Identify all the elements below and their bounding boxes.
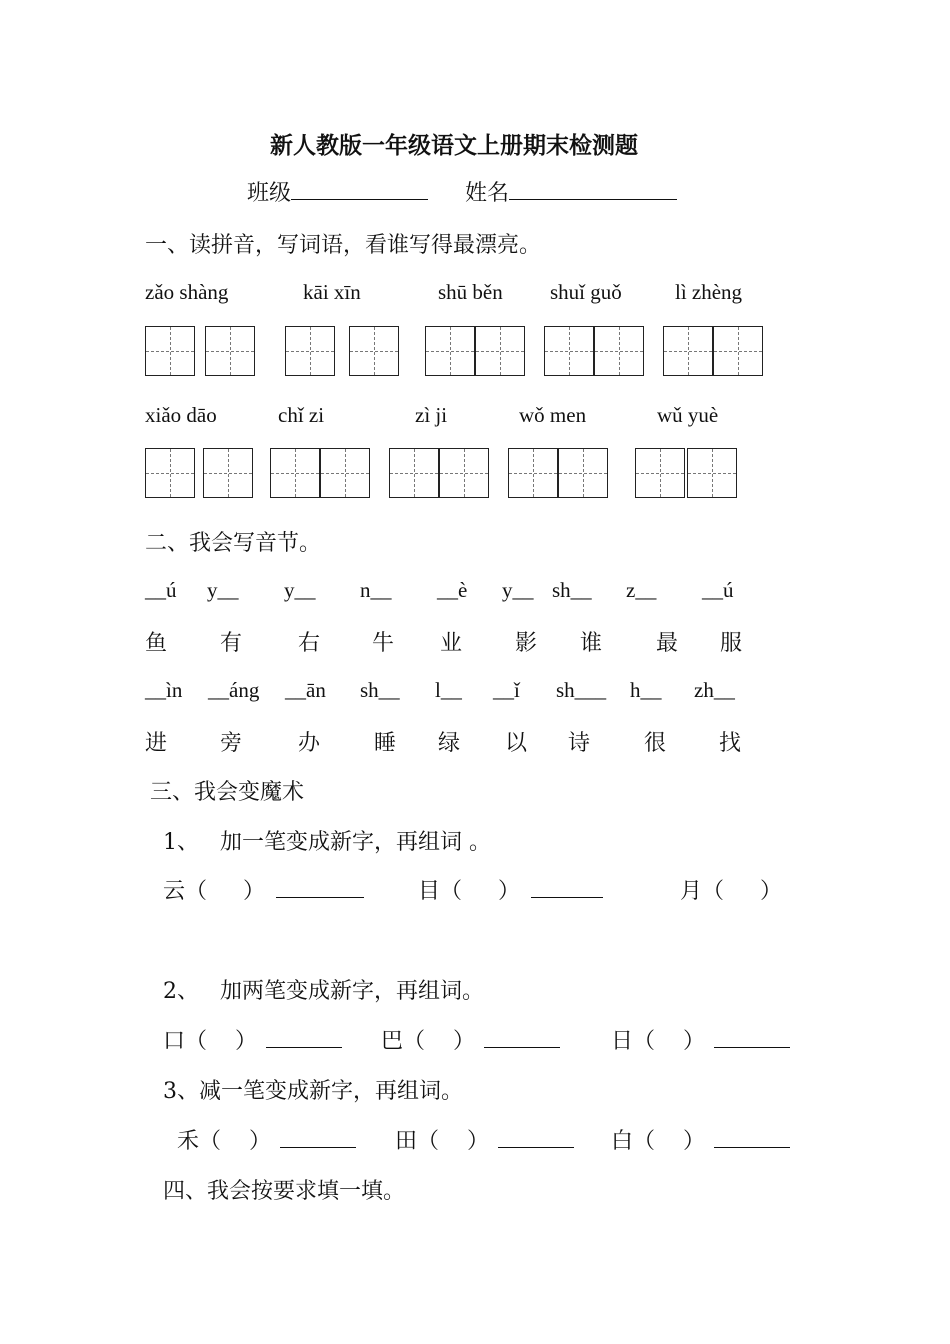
hanzi: 找 <box>719 731 742 756</box>
hanzi: 旁 <box>220 731 243 756</box>
paren-close: ） <box>243 879 266 904</box>
syllable-blank[interactable]: __ǐ <box>493 678 520 702</box>
q1-item <box>418 874 603 905</box>
writing-grid-box[interactable] <box>439 448 489 498</box>
writing-grid-box[interactable] <box>389 448 439 498</box>
paren-close: ） <box>235 1029 258 1054</box>
syllable-blank[interactable]: y__ <box>284 578 316 602</box>
pinyin-word: zǎo shàng <box>145 280 229 304</box>
paren-open: （ <box>199 1129 222 1154</box>
base-char: 日 <box>611 1029 634 1054</box>
pinyin-word: chǐ zi <box>278 403 325 427</box>
syllable-blank[interactable]: __ìn <box>145 678 183 702</box>
word-blank[interactable] <box>714 1127 790 1148</box>
base-char: 云 <box>163 879 186 904</box>
pinyin-word: shū běn <box>438 280 503 304</box>
hanzi: 绿 <box>438 731 461 756</box>
syllable-blank[interactable]: sh__ <box>360 678 400 702</box>
syllable-blank[interactable]: sh___ <box>556 678 607 702</box>
hanzi: 业 <box>440 631 463 656</box>
q2-item <box>381 1024 560 1055</box>
writing-grid-box[interactable] <box>270 448 320 498</box>
base-char: 巴 <box>381 1029 404 1054</box>
paren-open: （ <box>440 879 463 904</box>
paren-close: ） <box>453 1029 476 1054</box>
writing-grid-box[interactable] <box>558 448 608 498</box>
syllable-blank[interactable]: l__ <box>435 678 462 702</box>
paren-close: ） <box>467 1129 490 1154</box>
hanzi: 睡 <box>374 731 397 756</box>
word-blank[interactable] <box>276 877 364 898</box>
pinyin-word: xiǎo dāo <box>145 403 217 427</box>
paren-close: ） <box>249 1129 272 1154</box>
pinyin-word: wǒ men <box>519 403 587 427</box>
name-label: 姓名 <box>465 181 510 206</box>
name-field <box>465 176 677 207</box>
q1-label: 1、 <box>163 830 199 855</box>
syllable-blank[interactable]: y__ <box>502 578 534 602</box>
writing-grid-box[interactable] <box>594 326 644 376</box>
writing-grid-box[interactable] <box>475 326 525 376</box>
writing-grid-box[interactable] <box>205 326 255 376</box>
syllable-blank[interactable]: __ú <box>702 578 734 602</box>
base-char: 田 <box>395 1129 418 1154</box>
hanzi: 鱼 <box>145 631 168 656</box>
section2-heading: 二、我会写音节。 <box>145 531 322 556</box>
q3-instruction: 3、减一笔变成新字，再组词。 <box>163 1079 463 1104</box>
syllable-blank[interactable]: y__ <box>207 578 239 602</box>
writing-grid-box[interactable] <box>349 326 399 376</box>
hanzi: 办 <box>298 731 321 756</box>
paren-open: （ <box>185 1029 208 1054</box>
q2-instruction: 加两笔变成新字，再组词。 <box>220 979 485 1004</box>
q3-item <box>395 1124 574 1155</box>
pinyin-word: zì ji <box>415 403 448 427</box>
syllable-blank[interactable]: __ú <box>145 578 177 602</box>
writing-grid-box[interactable] <box>320 448 370 498</box>
base-char: 口 <box>163 1029 186 1054</box>
q2-label: 2、 <box>163 979 199 1004</box>
q3-item <box>177 1124 356 1155</box>
paren-close: ） <box>683 1129 706 1154</box>
q3-item <box>611 1124 790 1155</box>
writing-grid-box[interactable] <box>145 448 195 498</box>
writing-grid-box[interactable] <box>687 448 737 498</box>
hanzi: 以 <box>505 731 528 756</box>
word-blank[interactable] <box>484 1027 560 1048</box>
q1-item <box>680 874 782 905</box>
syllable-blank[interactable]: h__ <box>630 678 662 702</box>
paren-open: （ <box>403 1029 426 1054</box>
word-blank[interactable] <box>531 877 603 898</box>
syllable-blank[interactable]: __ān <box>285 678 326 702</box>
writing-grid-box[interactable] <box>713 326 763 376</box>
hanzi: 很 <box>644 731 667 756</box>
pinyin-word: wǔ yuè <box>657 403 719 427</box>
word-blank[interactable] <box>498 1127 574 1148</box>
section1-heading: 一、读拼音，写词语，看谁写得最漂亮。 <box>145 233 542 258</box>
writing-grid-box[interactable] <box>635 448 685 498</box>
hanzi: 影 <box>515 631 538 656</box>
hanzi: 右 <box>298 631 321 656</box>
page-title: 新人教版一年级语文上册期末检测题 <box>270 132 638 159</box>
paren-open: （ <box>417 1129 440 1154</box>
writing-grid-box[interactable] <box>203 448 253 498</box>
hanzi: 谁 <box>580 631 603 656</box>
base-char: 禾 <box>177 1129 200 1154</box>
class-field <box>247 176 428 207</box>
hanzi: 诗 <box>568 731 591 756</box>
class-blank[interactable] <box>291 179 428 200</box>
class-label: 班级 <box>247 181 292 206</box>
paren-close: ） <box>498 879 521 904</box>
writing-grid-box[interactable] <box>285 326 335 376</box>
q2-item <box>163 1024 342 1055</box>
pinyin-word: shuǐ guǒ <box>550 280 622 304</box>
writing-grid-box[interactable] <box>663 326 713 376</box>
syllable-blank[interactable]: __è <box>437 578 468 602</box>
syllable-blank[interactable]: z__ <box>626 578 657 602</box>
base-char: 月 <box>680 879 703 904</box>
base-char: 白 <box>611 1129 634 1154</box>
pinyin-word: lì zhèng <box>675 280 743 304</box>
writing-grid-box[interactable] <box>425 326 475 376</box>
hanzi: 有 <box>220 631 243 656</box>
q1-item <box>163 874 364 905</box>
q2-item <box>611 1024 790 1055</box>
q1-instruction: 加一笔变成新字，再组词 。 <box>220 830 491 855</box>
paren-open: （ <box>702 879 725 904</box>
hanzi: 最 <box>656 631 679 656</box>
paren-open: （ <box>185 879 208 904</box>
syllable-blank[interactable]: n__ <box>360 578 392 602</box>
writing-grid-box[interactable] <box>145 326 195 376</box>
word-blank[interactable] <box>280 1127 356 1148</box>
writing-grid-box[interactable] <box>508 448 558 498</box>
paren-close: ） <box>760 879 783 904</box>
hanzi: 牛 <box>372 631 395 656</box>
section3-heading: 三、我会变魔术 <box>150 780 305 805</box>
word-blank[interactable] <box>714 1027 790 1048</box>
hanzi: 服 <box>720 631 743 656</box>
paren-close: ） <box>683 1029 706 1054</box>
syllable-blank[interactable]: zh__ <box>694 678 735 702</box>
base-char: 目 <box>418 879 441 904</box>
name-blank[interactable] <box>509 179 677 200</box>
paren-open: （ <box>633 1129 656 1154</box>
syllable-blank[interactable]: __áng <box>208 678 260 702</box>
writing-grid-box[interactable] <box>544 326 594 376</box>
pinyin-word: kāi xīn <box>303 280 361 304</box>
syllable-blank[interactable]: sh__ <box>552 578 592 602</box>
section4-heading: 四、我会按要求填一填。 <box>163 1179 406 1204</box>
word-blank[interactable] <box>266 1027 342 1048</box>
paren-open: （ <box>633 1029 656 1054</box>
hanzi: 进 <box>145 731 168 756</box>
